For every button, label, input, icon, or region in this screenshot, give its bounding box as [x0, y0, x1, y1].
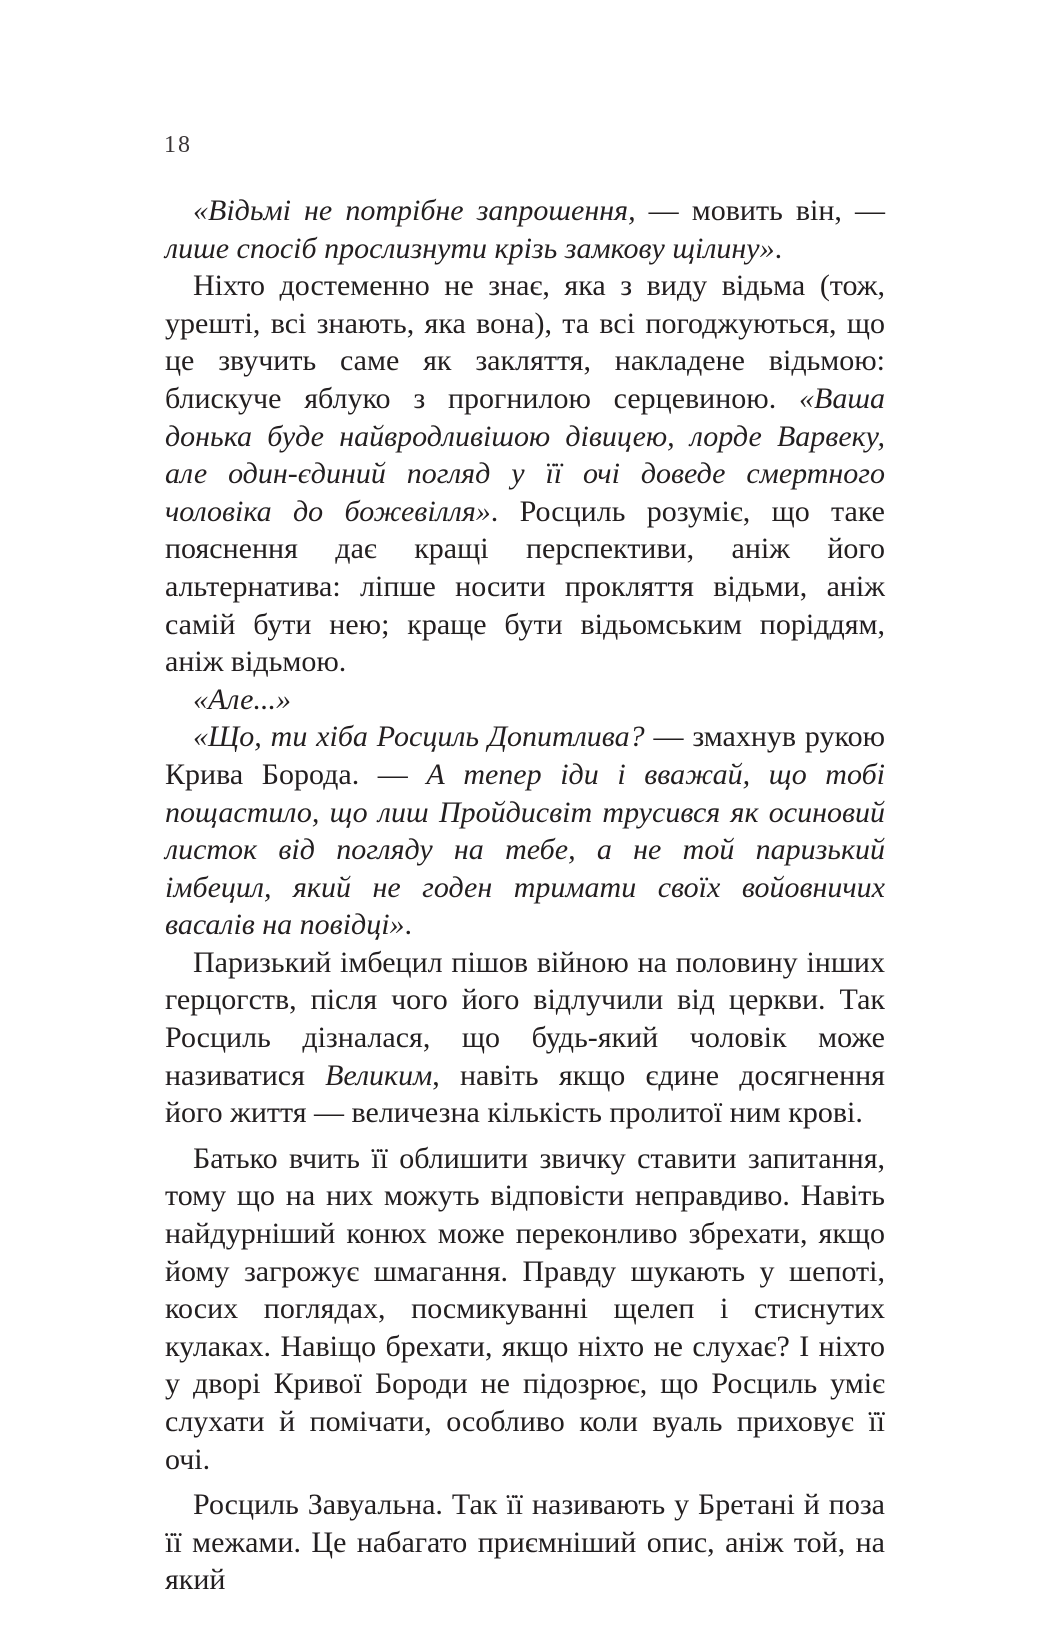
paragraph — [165, 718, 885, 944]
text-run: . Росциль розуміє, що таке пояснення дає кращі перспективи, аніж його альтернатива: ліпше носити прокляття відьми, аніж самій бути нею; краще бути відьомським поріддям, аніж відьмою. — [165, 494, 885, 679]
text-run: — мовить він, — — [635, 194, 885, 227]
italic-text-run: Великим — [325, 1058, 433, 1092]
text-run: , навіть якщо єдине досягнення його життя — величезна кількість пролитої ним крові. — [165, 1058, 885, 1130]
text-run: Паризький імбецил пішов війною на половину інших герцогств, після чого його відлучили від церкви. Так Росциль дізналася, що будь-який чоловік може називатися — [165, 945, 885, 1092]
paragraph — [165, 1140, 885, 1478]
body-text — [165, 192, 885, 1599]
italic-text-run: «Відьмі не потрібне запрошення, — [193, 194, 636, 227]
page-number: 18 — [164, 132, 192, 158]
paragraph — [165, 944, 885, 1132]
italic-text-run: «Ваша донька буде найвродливішою дівицею, лорде Варвеку, але один-єдиний погляд у її очі доведе смертного чоловіка до божевілля» — [165, 381, 885, 528]
text-run: Ніхто достеменно не знає, яка з виду відьма (тож, урешті, всі знають, яка вона), та всі погоджуються, що це звучить саме як закляття, накладене відьмою: блискуче яблуко з прогнилою серцевиною. — [165, 269, 885, 415]
paragraph — [165, 267, 885, 681]
paragraph — [165, 192, 885, 267]
italic-text-run: «Що, ти хіба Росциль Допитлива? — [193, 720, 645, 754]
text-run: . — [404, 908, 413, 942]
text-run: — змахнув рукою Крива Борода. — — [165, 720, 885, 791]
italic-text-run: «Але...» — [193, 682, 291, 716]
italic-text-run: лише спосіб прослизнути крізь замкову щілину» — [165, 231, 775, 265]
text-run: Росциль Завуальна. Так її називають у Бретані й поза її межами. Це набагато приємніший опис, аніж той, на який — [165, 1488, 885, 1597]
paragraph — [165, 681, 885, 719]
paragraph — [165, 1486, 885, 1599]
italic-text-run: А тепер іди і вважай, що тобі пощастило, що лиш Пройдисвіт трусився як осиновий листок від погляду на тебе, а не той паризький імбецил, який не годен тримати своїх войовничих васалів на повідці» — [165, 757, 885, 942]
text-run: Батько вчить її облишити звичку ставити запитання, тому що на них можуть відповісти неправдиво. Навіть найдурніший конюх може переконливо збрехати, якщо йому загрожує шмагання. Правду шукають у шепоті, косих поглядах, посмикуванні щелеп і стиснутих кулаках. Навіщо брехати, якщо ніхто не слухає? І ніхто у дворі Кривої Бороди не підозрює, що Росциль уміє слухати й помічати, особливо коли вуаль приховує її очі. — [165, 1141, 885, 1476]
text-run: . — [774, 231, 783, 265]
